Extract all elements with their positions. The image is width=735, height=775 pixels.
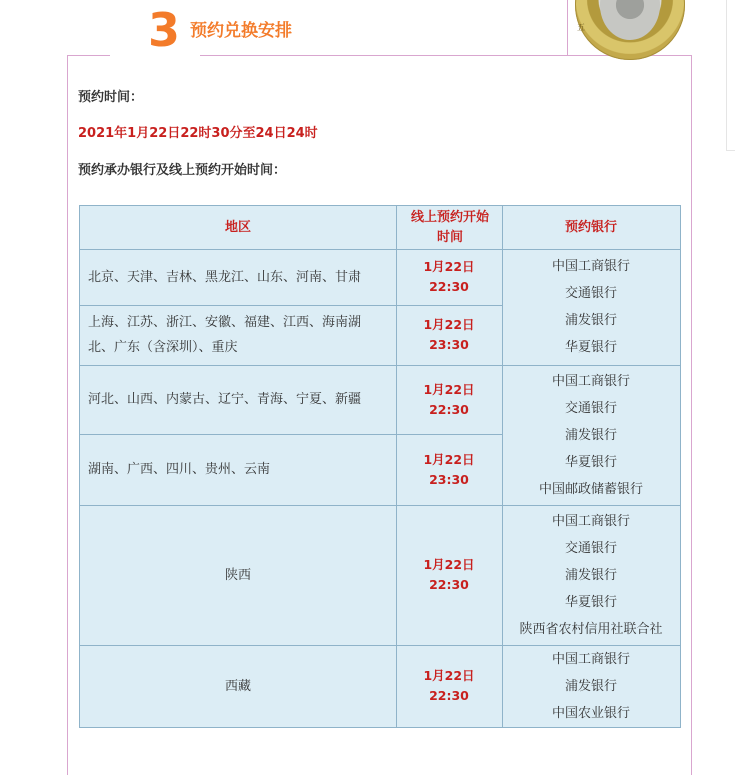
date-text: 1月22日: [423, 381, 475, 397]
clock-text: 23:30: [429, 337, 469, 352]
bank-name: 中国工商银行: [551, 373, 630, 389]
bank-name: 交通银行: [564, 540, 617, 556]
section-title: 预约兑换安排: [190, 21, 292, 41]
region-cell: 湖南、广西、四川、贵州、云南: [88, 462, 271, 477]
time-cell: [396, 645, 502, 727]
bank-name: 陕西省农村信用社联合社: [519, 621, 663, 637]
clock-text: 22:30: [429, 401, 469, 417]
bank-name: 华夏银行: [564, 454, 617, 470]
bank-name: 中国工商银行: [551, 513, 630, 529]
banks-label: 预约承办银行及线上预约开始时间：: [78, 163, 287, 178]
reservation-table: [79, 205, 681, 728]
header-time: 线上预约开始时间: [410, 209, 489, 245]
bank-name: 浦发银行: [564, 427, 617, 443]
clock-text: 22:30: [429, 688, 469, 703]
bank-name: 交通银行: [564, 286, 617, 301]
bank-group: [502, 505, 680, 645]
date-text: 1月22日: [423, 317, 475, 332]
reservation-time-label: 预约时间：: [78, 90, 144, 105]
header-region: 地区: [224, 219, 251, 235]
bank-group: [502, 249, 680, 365]
date-text: 1月22日: [423, 557, 475, 572]
reservation-time-value: 2021年1月22日22时30分至24日24时: [78, 126, 318, 141]
date-text: 1月22日: [423, 451, 475, 467]
time-cell: [396, 434, 502, 505]
bank-name: 中国农业银行: [551, 705, 630, 721]
bank-name: 交通银行: [564, 400, 617, 416]
clock-text: 23:30: [429, 471, 469, 487]
clock-text: 22:30: [429, 279, 469, 294]
bank-name: 浦发银行: [564, 567, 617, 583]
bank-name: 中国工商银行: [551, 651, 630, 667]
bank-name: 浦发银行: [564, 313, 617, 328]
step-number: 3: [148, 3, 181, 57]
bank-name: 中国邮政储蓄银行: [538, 481, 643, 497]
time-cell: [396, 249, 502, 305]
bank-name: 浦发银行: [564, 678, 617, 694]
region-cell: 西藏: [224, 678, 251, 694]
time-cell: [396, 505, 502, 645]
time-cell: [396, 365, 502, 434]
region-cell: 陕西: [224, 567, 251, 583]
scroll-edge: [726, 0, 727, 150]
bank-name: 华夏银行: [564, 340, 617, 355]
time-cell: [396, 305, 502, 365]
coin-mark: 五: [577, 23, 585, 32]
date-text: 1月22日: [423, 259, 475, 274]
bank-group: [502, 645, 680, 727]
date-text: 1月22日: [423, 668, 475, 683]
region-cell: 北京、天津、吉林、黑龙江、山东、河南、甘肃: [88, 269, 362, 285]
header-banks: 预约银行: [564, 219, 617, 235]
region-cell: 河北、山西、内蒙古、辽宁、青海、宁夏、新疆: [88, 392, 362, 407]
region-cell: 上海、江苏、浙江、安徽、福建、江西、海南湖北、广东（含深圳）、重庆: [88, 315, 362, 355]
scroll-edge-bottom: [726, 150, 735, 151]
frame-divider: [567, 0, 568, 55]
clock-text: 22:30: [429, 577, 469, 592]
bank-group: [502, 365, 680, 505]
bank-name: 中国工商银行: [551, 259, 630, 274]
bank-name: 华夏银行: [564, 594, 617, 610]
